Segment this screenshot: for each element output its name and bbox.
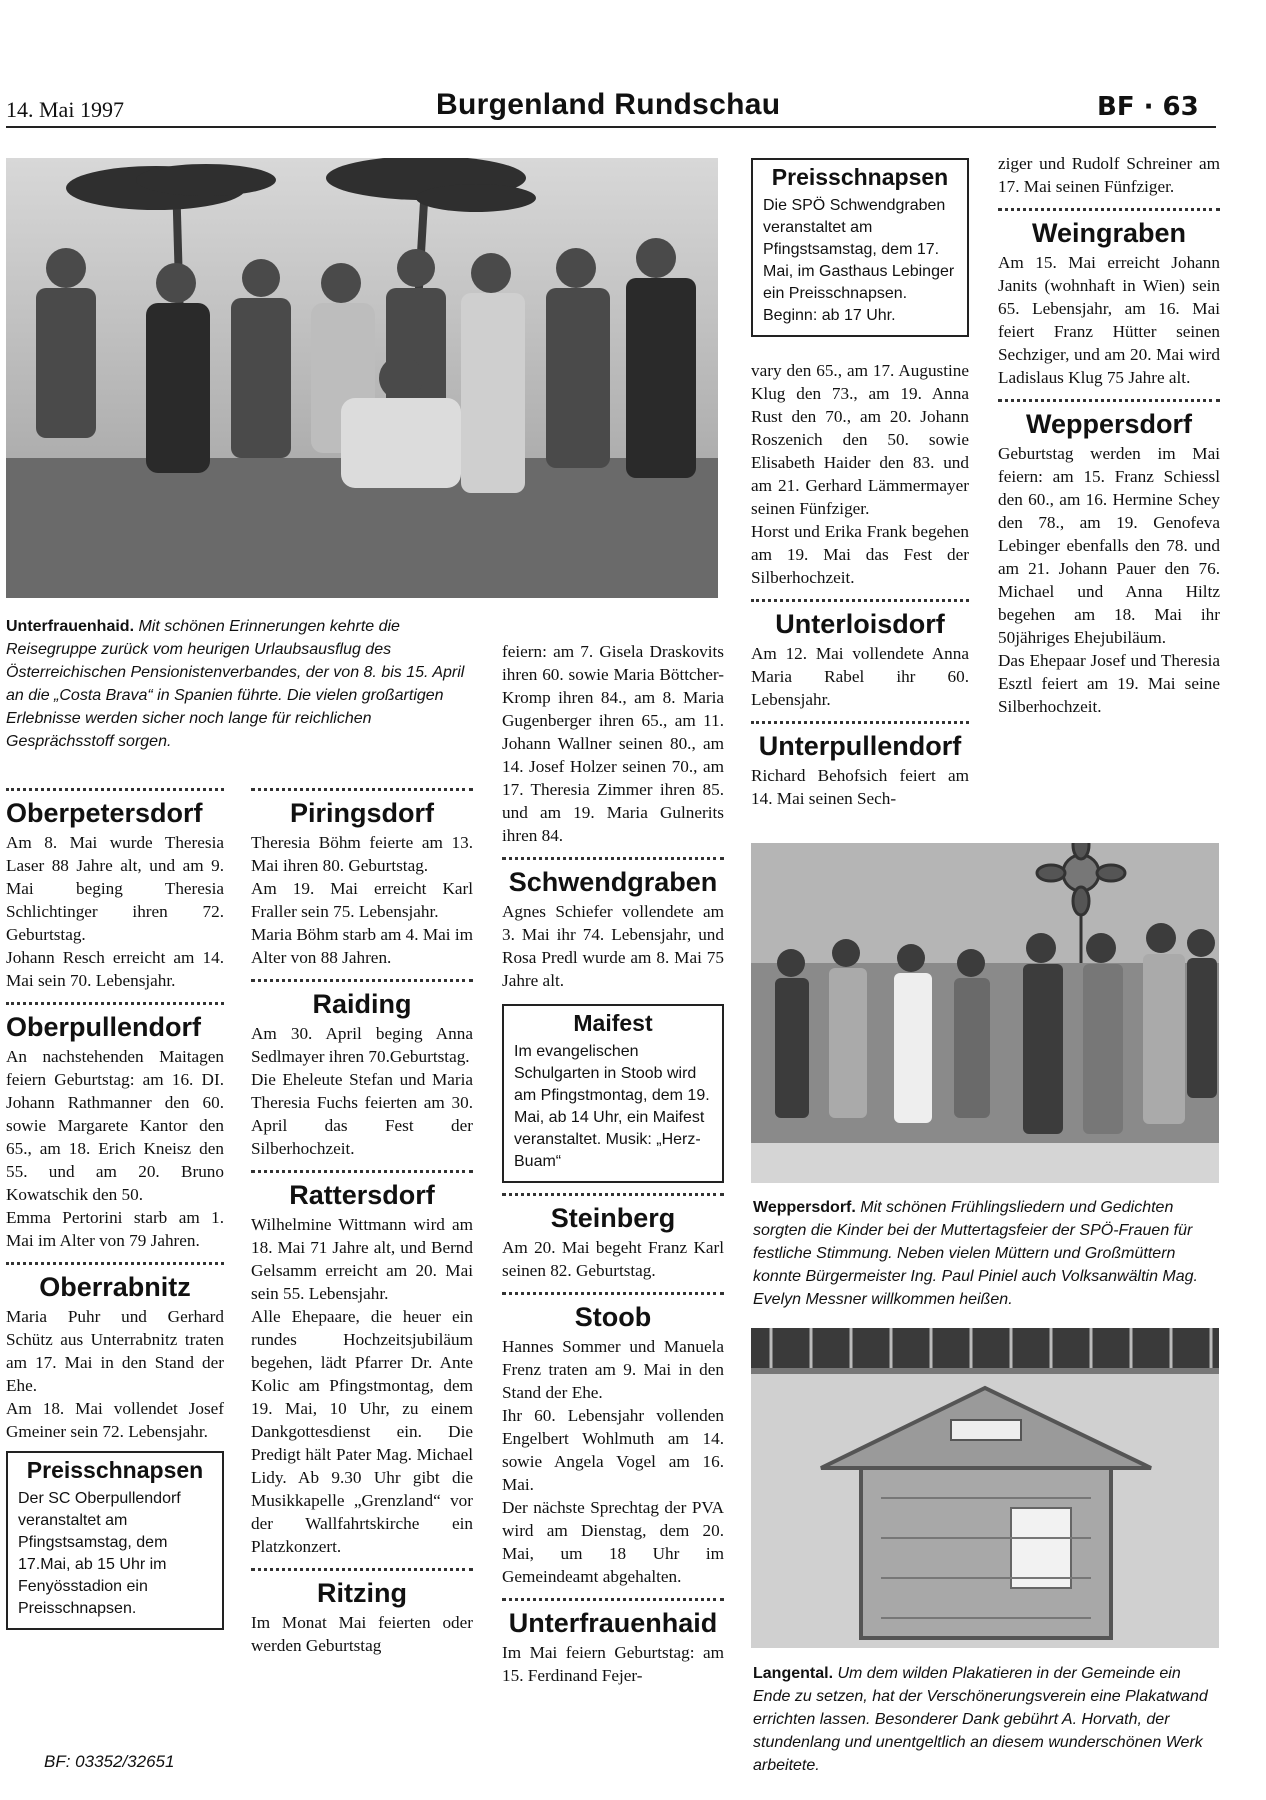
box-preisschnapsen-oberpullendorf bbox=[6, 1451, 224, 1630]
oberpullendorf-p2: Emma Pertorini starb am 1. Mai im Alter von 79 Jahren. bbox=[6, 1208, 224, 1250]
caption-text: Um dem wilden Plakatieren in der Gemeinde ein Ende zu setzen, hat der Verschönerungsverein eine Plakatwand errichten lassen. Besonderer Dank gebührt A. Horvath, der stundenlang und unentgeltlich an diesem wunderschönen Werk arbeitete. bbox=[753, 1665, 1208, 1774]
poster-wall-photo-caption bbox=[753, 1662, 1219, 1777]
children-photo-caption bbox=[753, 1196, 1219, 1311]
box-text: Im evangelischen Schulgarten in Stoob wird am Pfingstmontag, dem 19. Mai, ab 14 Uhr, ein Maifest veranstaltet. Musik: „Herz-Buam“ bbox=[514, 1043, 710, 1170]
header-rule bbox=[6, 126, 1216, 128]
unterfrauenhaid-p1: Im Mai feiern Geburtstag: am 15. Ferdinand Fejer- bbox=[502, 1643, 724, 1685]
caption-text: Mit schönen Frühlingsliedern und Gedichten sorgten die Kinder bei der Muttertagsfeier der SPÖ-Frauen für festliche Stimmung. Neben vielen Müttern und Großmüttern konnte Bürgermeister Ing. Paul Piniel auch Volksanwältin Mag. Evelyn Messner willkommen heißen. bbox=[753, 1199, 1198, 1308]
box-title: Preisschnapsen bbox=[26, 1457, 204, 1483]
weppersdorf-p1: Geburtstag werden im Mai feiern: am 15. Franz Schiessl den 60., am 16. Hermine Schey den 78., am 19. Genofeva Lebinger ebenfalls den 78. und am 21. Johann Pauer den 76. Michael und Anna Hiltz begehen am 18. Mai ihr 50jähriges Ehejubiläum. bbox=[998, 444, 1220, 647]
box-title: Preisschnapsen bbox=[771, 164, 949, 190]
heading-oberrabnitz: Oberrabnitz bbox=[39, 1272, 191, 1302]
column-1 bbox=[6, 780, 224, 1780]
group-photo-caption bbox=[6, 615, 472, 753]
heading-unterloisdorf: Unterloisdorf bbox=[775, 609, 945, 639]
heading-weppersdorf: Weppersdorf bbox=[1025, 409, 1193, 439]
heading-oberpetersdorf: Oberpetersdorf bbox=[6, 798, 203, 828]
heading-oberpullendorf: Oberpullendorf bbox=[6, 1012, 201, 1042]
column-5 bbox=[998, 152, 1220, 832]
piringsdorf-p1: Theresia Böhm feierte am 13. Mai ihren 80. Geburtstag. bbox=[251, 833, 473, 875]
box-title: Maifest bbox=[573, 1010, 653, 1036]
heading-rattersdorf: Rattersdorf bbox=[289, 1180, 435, 1210]
stoob-p2: Ihr 60. Lebensjahr vollenden Engelbert Wohlmuth am 14. sowie Angela Vogel am 16. Mai. bbox=[502, 1406, 724, 1494]
box-text: Der SC Oberpullendorf veranstaltet am Pfingstsamstag, dem 17.Mai, ab 15 Uhr im Fenyösstadion ein Preisschnapsen. bbox=[18, 1490, 181, 1617]
column-2 bbox=[251, 780, 473, 1790]
issue-date: 14. Mai 1997 bbox=[6, 97, 124, 122]
box-preisschnapsen-spoe bbox=[751, 158, 969, 337]
children-photo bbox=[751, 843, 1219, 1183]
stoob-p1: Hannes Sommer und Manuela Frenz traten am 9. Mai in den Stand der Ehe. bbox=[502, 1337, 724, 1402]
weingraben-p1: Am 15. Mai erreicht Johann Janits (wohnhaft in Wien) sein 65. Lebensjahr, am 16. Mai feiert Franz Hütter seinen Sechziger, und am 20. Mai wird Ladislaus Klug 75 Jahre alt. bbox=[998, 253, 1220, 387]
oberpetersdorf-p1: Am 8. Mai wurde Theresia Laser 88 Jahre alt, und am 9. Mai beging Theresia Schlichtinger ihren 72. Geburtstag. bbox=[6, 833, 224, 944]
oberrabnitz-p2: Am 18. Mai vollendet Josef Gmeiner sein 72. Lebensjahr. bbox=[6, 1399, 224, 1441]
phone-number: BF: 03352/32651 bbox=[44, 1752, 175, 1771]
poster-wall-photo bbox=[751, 1328, 1219, 1648]
column-3 bbox=[502, 640, 724, 1790]
oberpetersdorf-p2: Johann Resch erreicht am 14. Mai sein 70. Lebensjahr. bbox=[6, 948, 224, 990]
weppersdorf-p2: Das Ehepaar Josef und Theresia Esztl feiert am 19. Mai seine Silberhochzeit. bbox=[998, 651, 1220, 716]
children-photo-image bbox=[751, 843, 1219, 1183]
heading-stoob: Stoob bbox=[574, 1302, 652, 1332]
ritzing-continued: feiern: am 7. Gisela Draskovits ihren 60. sowie Maria Böttcher-Kromp ihren 84., am 8. Maria Gugenberger ihren 65., am 11. Johann Wallner seinen 80., am 14. Josef Holzer seinen 70., am 17. Theresia Zimmer ihren 85. und am 19. Maria Gulnerits ihren 84. bbox=[502, 642, 724, 845]
schwendgraben-p1: Agnes Schiefer vollendete am 3. Mai ihr 74. Lebensjahr, und Rosa Predl wurde am 8. Mai 75 Jahre alt. bbox=[502, 902, 724, 990]
caption-place: Langental. bbox=[753, 1665, 834, 1682]
raiding-p2: Die Eheleute Stefan und Maria Theresia Fuchs feierten am 30. April das Fest der Silberhochzeit. bbox=[251, 1070, 473, 1158]
unterfrauenhaid-p2: Horst und Erika Frank begehen am 19. Mai das Fest der Silberhochzeit. bbox=[751, 522, 969, 587]
piringsdorf-p3: Maria Böhm starb am 4. Mai im Alter von 88 Jahren. bbox=[251, 925, 473, 967]
raiding-p1: Am 30. April beging Anna Sedlmayer ihren 70.Geburtstag. bbox=[251, 1024, 473, 1066]
heading-piringsdorf: Piringsdorf bbox=[289, 798, 434, 828]
heading-schwendgraben: Schwendgraben bbox=[508, 867, 718, 897]
piringsdorf-p2: Am 19. Mai erreicht Karl Fraller sein 75. Lebensjahr. bbox=[251, 879, 473, 921]
heading-ritzing: Ritzing bbox=[317, 1578, 407, 1608]
heading-steinberg: Steinberg bbox=[550, 1203, 676, 1233]
stoob-p3: Der nächste Sprechtag der PVA wird am Dienstag, dem 20. Mai, um 18 Uhr im Gemeindeamt abgehalten. bbox=[502, 1498, 724, 1586]
heading-unterfrauenhaid: Unterfrauenhaid bbox=[508, 1608, 718, 1638]
group-photo bbox=[6, 158, 718, 598]
poster-wall-photo-image bbox=[751, 1328, 1219, 1648]
caption-place: Weppersdorf. bbox=[753, 1199, 856, 1216]
unterpullendorf-continued: ziger und Rudolf Schreiner am 17. Mai seinen Fünfziger. bbox=[998, 154, 1220, 196]
unterfrauenhaid-continued: vary den 65., am 17. Augustine Klug den 73., am 19. Anna Rust den 70., am 20. Johann Roszenich den 50. sowie Elisabeth Haider den 83. und am 21. Gerhard Lämmermayer seinen Fünfziger. bbox=[751, 361, 969, 518]
heading-weingraben: Weingraben bbox=[1031, 218, 1187, 248]
heading-unterpullendorf: Unterpullendorf bbox=[758, 731, 962, 761]
unterpullendorf-p1: Richard Behofsich feiert am 14. Mai seinen Sech- bbox=[751, 766, 969, 808]
box-text: Die SPÖ Schwendgraben veranstaltet am Pfingstsamstag, dem 17. Mai, im Gasthaus Lebinger ein Preisschnapsen. Beginn: ab 17 Uhr. bbox=[763, 197, 955, 324]
page-number: BF · 63 bbox=[1097, 92, 1199, 122]
rattersdorf-p2: Alle Ehepaare, die heuer ein rundes Hochzeitsjubiläum begehen, lädt Pfarrer Dr. Ante Kolic am Pfingstmontag, dem 19. Mai, 10 Uhr, zu einem Dankgottesdienst ein. Die Predigt hält Pater Mag. Michael Lidy. Ab 9.30 Uhr gibt die Musikkapelle „Grenzland“ vor der Wallfahrtskirche ein Platzkonzert. bbox=[251, 1307, 473, 1556]
group-photo-image bbox=[6, 158, 718, 598]
oberrabnitz-p1: Maria Puhr und Gerhard Schütz aus Unterrabnitz traten am 17. Mai in den Stand der Ehe. bbox=[6, 1307, 224, 1395]
newspaper-title: Burgenland Rundschau bbox=[436, 88, 781, 121]
unterloisdorf-p1: Am 12. Mai vollendete Anna Maria Rabel ihr 60. Lebensjahr. bbox=[751, 644, 969, 709]
heading-raiding: Raiding bbox=[312, 989, 412, 1019]
ritzing-p1: Im Monat Mai feierten oder werden Geburtstag bbox=[251, 1613, 473, 1655]
steinberg-p1: Am 20. Mai begeht Franz Karl seinen 82. Geburtstag. bbox=[502, 1238, 724, 1280]
oberpullendorf-p1: An nachstehenden Maitagen feiern Geburtstag: am 16. DI. Johann Rathmanner den 60. sowie Margarete Kantor den 65., am 18. Erich Kneisz den 55. und am 20. Bruno Kowatschik den 50. bbox=[6, 1047, 224, 1204]
column-4 bbox=[751, 158, 969, 838]
caption-text: Mit schönen Erinnerungen kehrte die Reisegruppe zurück vom heurigen Urlaubsausflug des Österreichischen Pensionistenverbandes, der von 8. bis 15. April an die „Costa Brava“ in Spanien führte. Die vielen großartigen Erlebnisse werden sicher noch lange für reichlichen Gesprächsstoff sorgen. bbox=[6, 618, 465, 750]
rattersdorf-p1: Wilhelmine Wittmann wird am 18. Mai 71 Jahre alt, und Bernd Gelsamm erreicht am 20. Mai sein 55. Lebensjahr. bbox=[251, 1215, 473, 1303]
box-maifest bbox=[502, 1004, 724, 1183]
caption-place: Unterfrauenhaid. bbox=[6, 618, 135, 635]
